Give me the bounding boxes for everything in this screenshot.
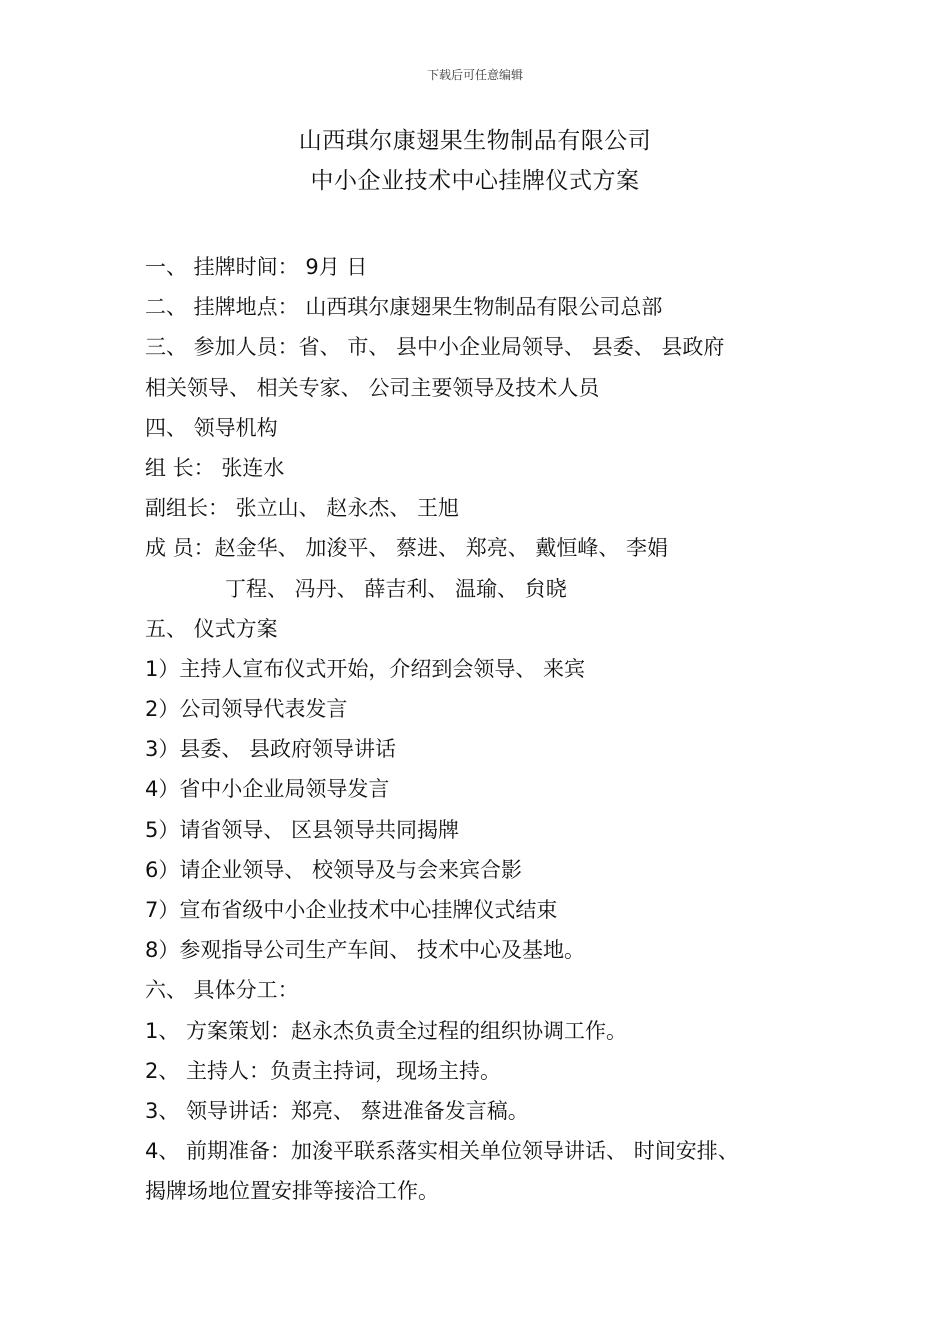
- ceremony-step-7: 7）宣布省级中小企业技术中心挂牌仪式结束: [145, 898, 558, 922]
- leader-members-cont: 丁程、 冯丹、 薛吉利、 温瑜、 贠晓: [225, 576, 567, 601]
- division-item-2: 2、 主持人：负责主持词，现场主持。: [145, 1058, 502, 1083]
- ceremony-step-2: 2）公司领导代表发言: [145, 697, 348, 722]
- document-title-line2: 中小企业技术中心挂牌仪式方案: [310, 168, 640, 194]
- leader-deputy: 副组长： 张立山、 赵永杰、 王旭: [145, 496, 460, 521]
- section-participants-cont: 相关领导、 相关专家、 公司主要领导及技术人员: [145, 375, 600, 400]
- leader-members: 成 员：赵金华、 加浚平、 蔡进、 郑亮、 戴恒峰、 李娟: [145, 536, 669, 561]
- section-ceremony: 五、 仪式方案: [145, 616, 278, 641]
- division-item-3: 3、 领导讲话：郑亮、 蔡进准备发言稿。: [145, 1098, 529, 1123]
- section-time: 一、 挂牌时间： 9月 日: [145, 255, 368, 279]
- division-item-4-cont: 揭牌场地位置安排等接洽工作。: [145, 1179, 439, 1204]
- ceremony-step-5: 5）请省领导、 区县领导共同揭牌: [145, 817, 460, 842]
- division-item-4: 4、 前期准备：加浚平联系落实相关单位领导讲话、 时间安排、: [145, 1139, 739, 1164]
- document-title-line1: 山西琪尔康翅果生物制品有限公司: [298, 128, 652, 154]
- section-leadership: 四、 领导机构: [145, 415, 278, 440]
- division-item-1: 1、 方案策划：赵永杰负责全过程的组织协调工作。: [145, 1018, 628, 1043]
- section-division: 六、 具体分工：: [145, 978, 299, 1003]
- ceremony-step-4: 4）省中小企业局领导发言: [145, 777, 390, 802]
- section-participants: 三、 参加人员：省、 市、 县中小企业局领导、 县委、 县政府: [145, 335, 725, 360]
- document-body: [145, 250, 825, 1215]
- leader-head: 组 长： 张连水: [145, 455, 285, 480]
- section-location: 二、 挂牌地点： 山西琪尔康翅果生物制品有限公司总部: [145, 295, 663, 320]
- ceremony-step-8: 8）参观指导公司生产车间、 技术中心及基地。: [145, 938, 586, 963]
- ceremony-step-3: 3）县委、 县政府领导讲话: [145, 737, 397, 762]
- ceremony-step-6: 6）请企业领导、 校领导及与会来宾合影: [145, 857, 523, 882]
- ceremony-step-1: 1）主持人宣布仪式开始，介绍到会领导、 来宾: [145, 656, 586, 681]
- header-note: 下载后可任意编辑: [426, 68, 523, 82]
